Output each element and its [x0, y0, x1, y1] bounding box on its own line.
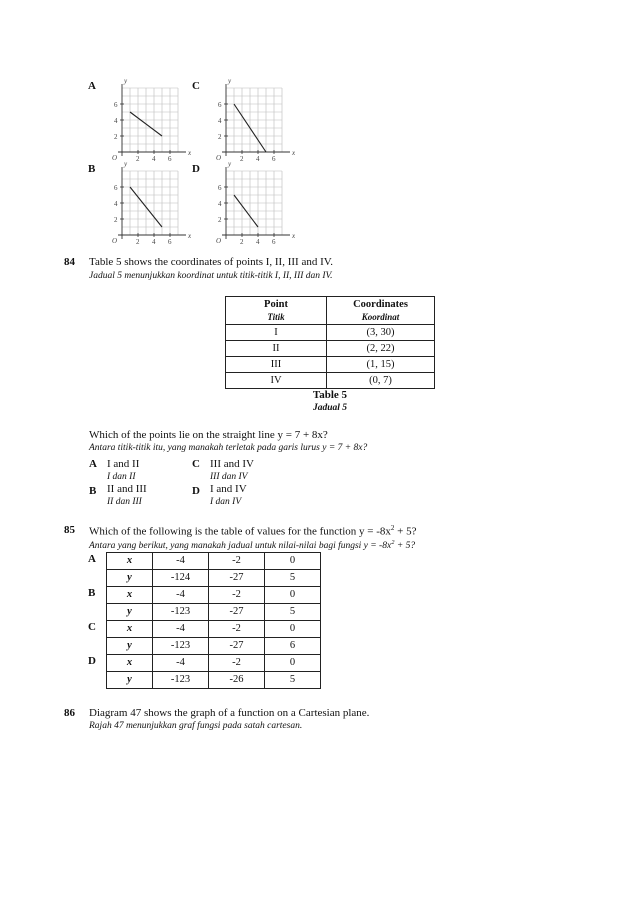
x-tick-label: 4 — [152, 155, 156, 163]
coordinates-table — [225, 296, 435, 389]
values-table-d[interactable]: x -4 -2 0 y -123 -26 5 — [106, 654, 321, 689]
x-axis-label: x — [292, 149, 296, 157]
x-tick-label: 2 — [136, 238, 140, 246]
x-tick-label: 2 — [240, 155, 244, 163]
x-axis-label: x — [188, 232, 192, 240]
graph-option-a — [108, 77, 193, 163]
option-c[interactable]: III and IV III dan IV — [210, 458, 254, 482]
y-tick-label: 2 — [114, 133, 118, 141]
grid — [122, 88, 178, 152]
y-tick-label: 2 — [218, 216, 222, 224]
table-caption: Table 5 — [312, 389, 348, 401]
option-d[interactable]: I and IV I dan IV — [210, 483, 247, 507]
option-label-b[interactable]: B — [88, 163, 96, 175]
option-b[interactable]: II and III II dan III — [107, 483, 147, 507]
x-tick-label: 4 — [256, 155, 260, 163]
grid — [122, 171, 178, 235]
question-number: 85 — [64, 524, 75, 536]
table-row: III (1, 15) — [226, 357, 435, 373]
table-row: IV (0, 7) — [226, 373, 435, 389]
x-tick-label: 6 — [168, 238, 172, 246]
y-tick-label: 4 — [114, 117, 118, 125]
graph-option-d — [212, 160, 297, 246]
y-tick-label: 6 — [114, 184, 118, 192]
y-tick-label: 6 — [218, 101, 222, 109]
y-axis-label: y — [124, 160, 128, 168]
graph-option-b — [108, 160, 193, 246]
option-label-a[interactable]: A — [88, 553, 96, 565]
x-tick-label: 6 — [272, 238, 276, 246]
x-tick-label: 4 — [256, 238, 260, 246]
origin-label: O — [216, 154, 222, 162]
option-label-a[interactable]: A — [89, 458, 97, 470]
table-header-point: Point Titik — [226, 297, 327, 325]
question-number: 86 — [64, 707, 75, 719]
values-table-a[interactable]: x -4 -2 0 y -124 -27 5 — [106, 552, 321, 587]
table-caption-malay: Jadual 5 — [312, 403, 348, 413]
table-row: I (3, 30) — [226, 325, 435, 341]
y-tick-label: 6 — [114, 101, 118, 109]
y-tick-label: 4 — [114, 200, 118, 208]
option-label-b[interactable]: B — [89, 485, 97, 497]
table-row: II (2, 22) — [226, 341, 435, 357]
x-axis-label: x — [188, 149, 192, 157]
y-tick-label: 2 — [114, 216, 118, 224]
values-table-c[interactable]: x -4 -2 0 y -123 -27 6 — [106, 620, 321, 655]
origin-label: O — [112, 237, 118, 245]
y-axis-label: y — [124, 77, 128, 85]
question-text-malay: Antara yang berikut, yang manakah jadual untuk nilai-nilai bagi fungsi $y = -8x^2 + 5$? — [89, 539, 416, 552]
x-tick-label: 6 — [168, 155, 172, 163]
y-tick-label: 4 — [218, 200, 222, 208]
question-number: 84 — [64, 256, 75, 268]
grid — [226, 171, 282, 235]
option-label-a[interactable]: A — [88, 80, 96, 92]
option-label-c[interactable]: C — [88, 621, 96, 633]
question-prompt: Which of the points lie on the straight line y = 7 + 8x? — [89, 429, 328, 441]
y-tick-label: 2 — [218, 133, 222, 141]
option-label-c[interactable]: C — [192, 80, 200, 92]
y-tick-label: 4 — [218, 117, 222, 125]
question-text: Which of the following is the table of values for the function $y = -8x^2 + 5$? — [89, 524, 417, 538]
grid — [226, 88, 282, 152]
question-text-malay: Jadual 5 menunjukkan koordinat untuk titik-titik I, II, III dan IV. — [89, 271, 333, 281]
question-text-malay: Rajah 47 menunjukkan graf fungsi pada satah cartesan. — [89, 721, 303, 731]
option-label-d[interactable]: D — [88, 655, 96, 667]
x-tick-label: 2 — [240, 238, 244, 246]
question-prompt-malay: Antara titik-titik itu, yang manakah terletak pada garis lurus y = 7 + 8x? — [89, 443, 368, 453]
option-label-d[interactable]: D — [192, 485, 200, 497]
y-tick-label: 6 — [218, 184, 222, 192]
option-a[interactable]: I and II I dan II — [107, 458, 140, 482]
x-tick-label: 4 — [152, 238, 156, 246]
origin-label: O — [216, 237, 222, 245]
x-tick-label: 2 — [136, 155, 140, 163]
x-tick-label: 6 — [272, 155, 276, 163]
origin-label: O — [112, 154, 118, 162]
y-axis-label: y — [228, 77, 232, 85]
option-label-c[interactable]: C — [192, 458, 200, 470]
question-text: Table 5 shows the coordinates of points I, II, III and IV. — [89, 256, 334, 268]
question-text: Diagram 47 shows the graph of a function on a Cartesian plane. — [89, 707, 370, 719]
graph-option-c — [212, 77, 297, 163]
option-label-b[interactable]: B — [88, 587, 96, 599]
table-header-coordinates: Coordinates Koordinat — [327, 297, 435, 325]
option-label-d[interactable]: D — [192, 163, 200, 175]
x-axis-label: x — [292, 232, 296, 240]
y-axis-label: y — [228, 160, 232, 168]
values-table-b[interactable]: x -4 -2 0 y -123 -27 5 — [106, 586, 321, 621]
